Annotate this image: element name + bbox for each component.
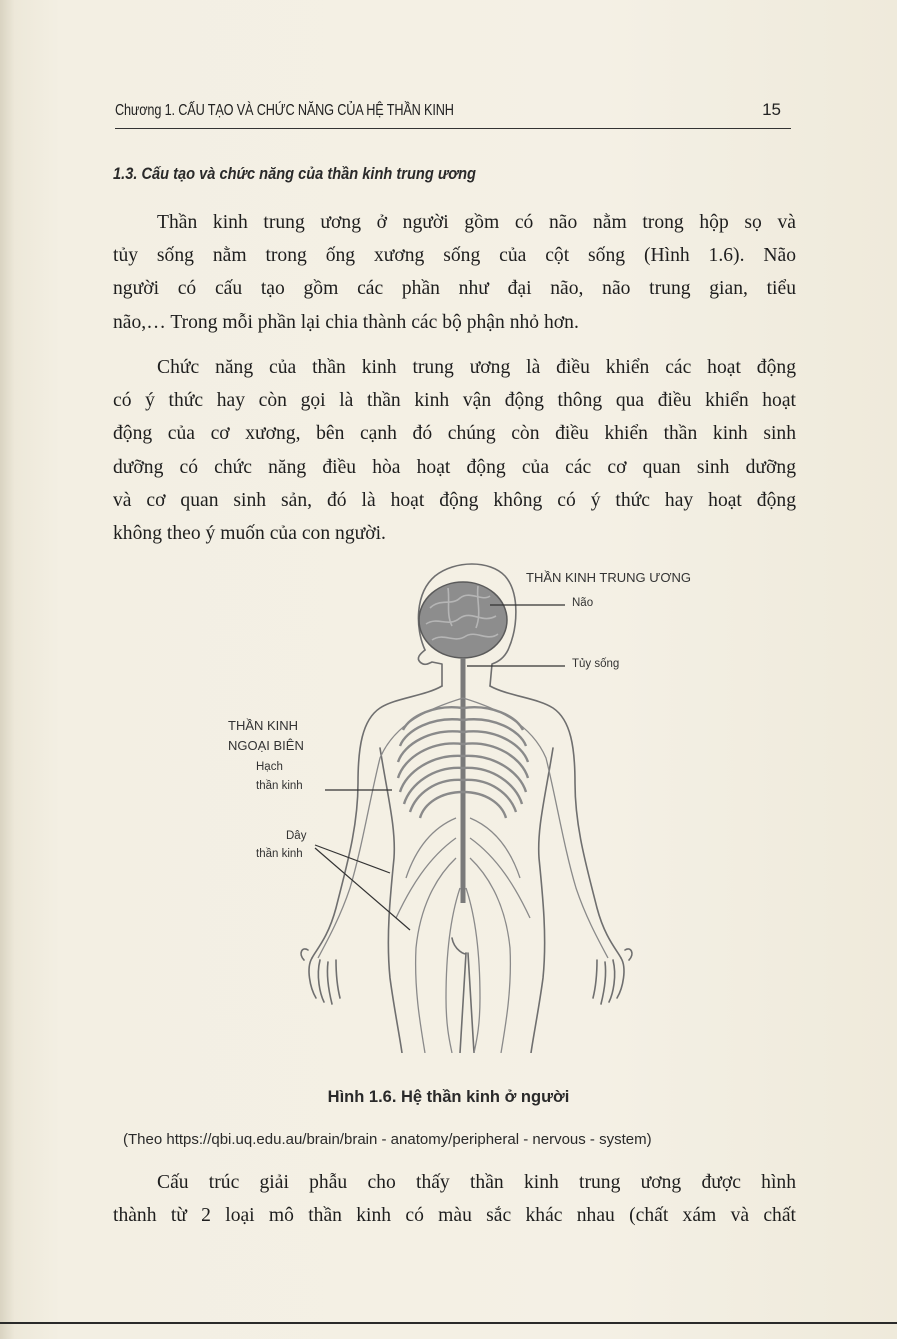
paragraph-line: không theo ý muốn của con người. xyxy=(113,522,386,544)
label-ganglion-line-2: thần kinh xyxy=(256,780,303,792)
paragraph-2 xyxy=(113,351,796,550)
paragraph-line: Chức năng của thần kinh trung ương là điều khiển các hoạt động xyxy=(157,357,796,378)
bottom-edge-rule xyxy=(0,1322,897,1324)
running-header xyxy=(115,98,791,129)
paragraph-line: tủy sống nằm trong ống xương sống của cột sống (Hình 1.6). Não xyxy=(113,245,796,267)
paragraph-line: dưỡng có chức năng điều hòa hoạt động của các cơ quan sinh dưỡng xyxy=(113,456,796,478)
paragraph-line: có ý thức hay còn gọi là thần kinh vận động thông qua điều khiển hoạt xyxy=(113,390,796,412)
paragraph-line: Cấu trúc giải phẫu cho thấy thần kinh trung ương được hình xyxy=(157,1172,796,1193)
nervous-system-illustration xyxy=(220,558,740,1053)
brain-shape xyxy=(419,582,507,658)
paragraph-line: não,… Trong mỗi phần lại chia thành các bộ phận nhỏ hơn. xyxy=(113,311,579,333)
paragraph-1 xyxy=(113,206,796,339)
label-nerve-line-1: Dây xyxy=(286,830,307,842)
label-spinal-cord: Tủy sống xyxy=(572,658,620,670)
figure-source: (Theo https://qbi.uq.edu.au/brain/brain - anatomy/peripheral - nervous - system) xyxy=(123,1131,652,1148)
nervous-system-figure xyxy=(220,558,740,1053)
label-central-nervous-system: THẦN KINH TRUNG ƯƠNG xyxy=(526,570,692,585)
page-spine-shadow xyxy=(0,0,14,1339)
page-number: 15 xyxy=(762,100,781,119)
paragraph-3 xyxy=(113,1166,796,1232)
label-peripheral-line-1: THẦN KINH xyxy=(228,718,299,733)
paragraph-line: người có cấu tạo gồm các phần như đại não, não trung gian, tiểu xyxy=(113,278,796,300)
paragraph-line: và cơ quan sinh sản, đó là hoạt động không có ý thức hay hoạt động xyxy=(113,489,796,511)
label-peripheral-line-2: NGOẠI BIÊN xyxy=(228,738,304,753)
label-ganglion-line-1: Hạch xyxy=(256,761,283,773)
section-heading: 1.3. Cấu tạo và chức năng của thần kinh trung ương xyxy=(113,164,476,183)
paragraph-line: động của cơ xương, bên cạnh đó chúng còn điều khiển thần kinh sinh xyxy=(113,423,796,445)
label-nerve-line-2: thần kinh xyxy=(256,848,303,860)
paragraph-line: Thần kinh trung ương ở người gồm có não nằm trong hộp sọ và xyxy=(157,212,796,233)
chapter-title: Chương 1. CẤU TẠO VÀ CHỨC NĂNG CỦA HỆ THẦN KINH xyxy=(115,102,454,119)
paragraph-line: thành từ 2 loại mô thần kinh có màu sắc khác nhau (chất xám và chất xyxy=(113,1205,796,1227)
label-brain: Não xyxy=(572,597,594,609)
figure-caption: Hình 1.6. Hệ thần kinh ở người xyxy=(327,1088,570,1106)
